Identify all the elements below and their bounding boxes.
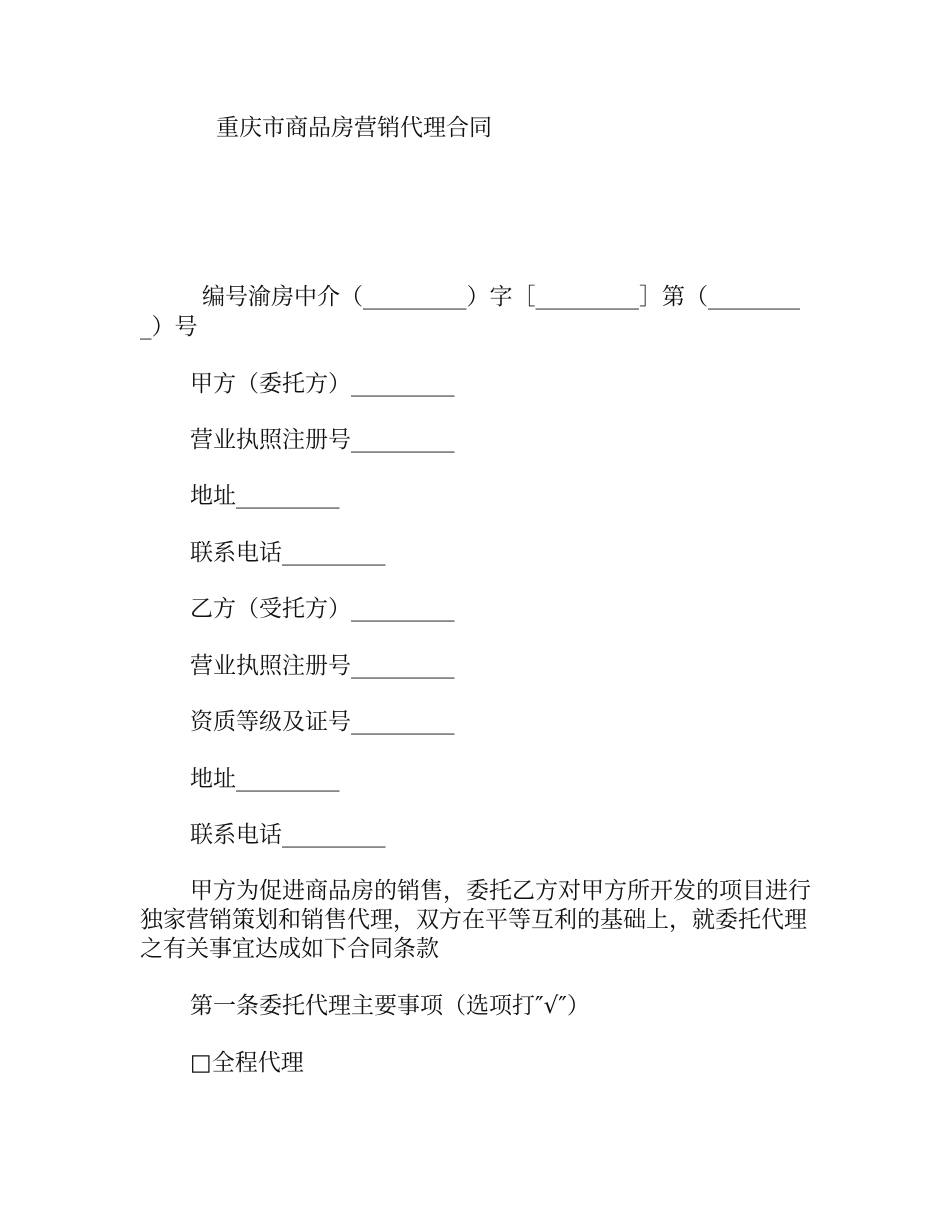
full-agency-option	[190, 1048, 304, 1078]
full-agency-label: 全程代理	[211, 1050, 304, 1076]
party-a-license-line: 营业执照注册号_________	[190, 427, 455, 453]
party-a-address-line: 地址_________	[190, 483, 340, 509]
contract-number-line: 编号渝房中介（_________）字［_________］第（_________）号	[140, 284, 800, 340]
party-b-license-line: 营业执照注册号_________	[190, 653, 455, 679]
intro-paragraph: 甲方为促进商品房的销售，委托乙方对甲方所开发的项目进行独家营销策划和销售代理，双方在平等互利的基础上，就委托代理之有关事宜达成如下合同条款	[140, 878, 811, 962]
party-a-phone-line: 联系电话_________	[190, 540, 386, 566]
party-a-line: 甲方（委托方）_________	[190, 371, 455, 397]
checkbox-icon[interactable]: □	[190, 1050, 212, 1076]
party-b-qualification-line: 资质等级及证号_________	[190, 709, 455, 735]
party-b-line: 乙方（受托方）_________	[190, 596, 455, 622]
party-b-address-line: 地址_________	[190, 766, 340, 792]
document-title: 重庆市商品房营销代理合同	[216, 115, 492, 141]
article-one-heading: 第一条委托代理主要事项（选项打″√″）	[190, 993, 590, 1019]
party-b-phone-line: 联系电话_________	[190, 822, 386, 848]
